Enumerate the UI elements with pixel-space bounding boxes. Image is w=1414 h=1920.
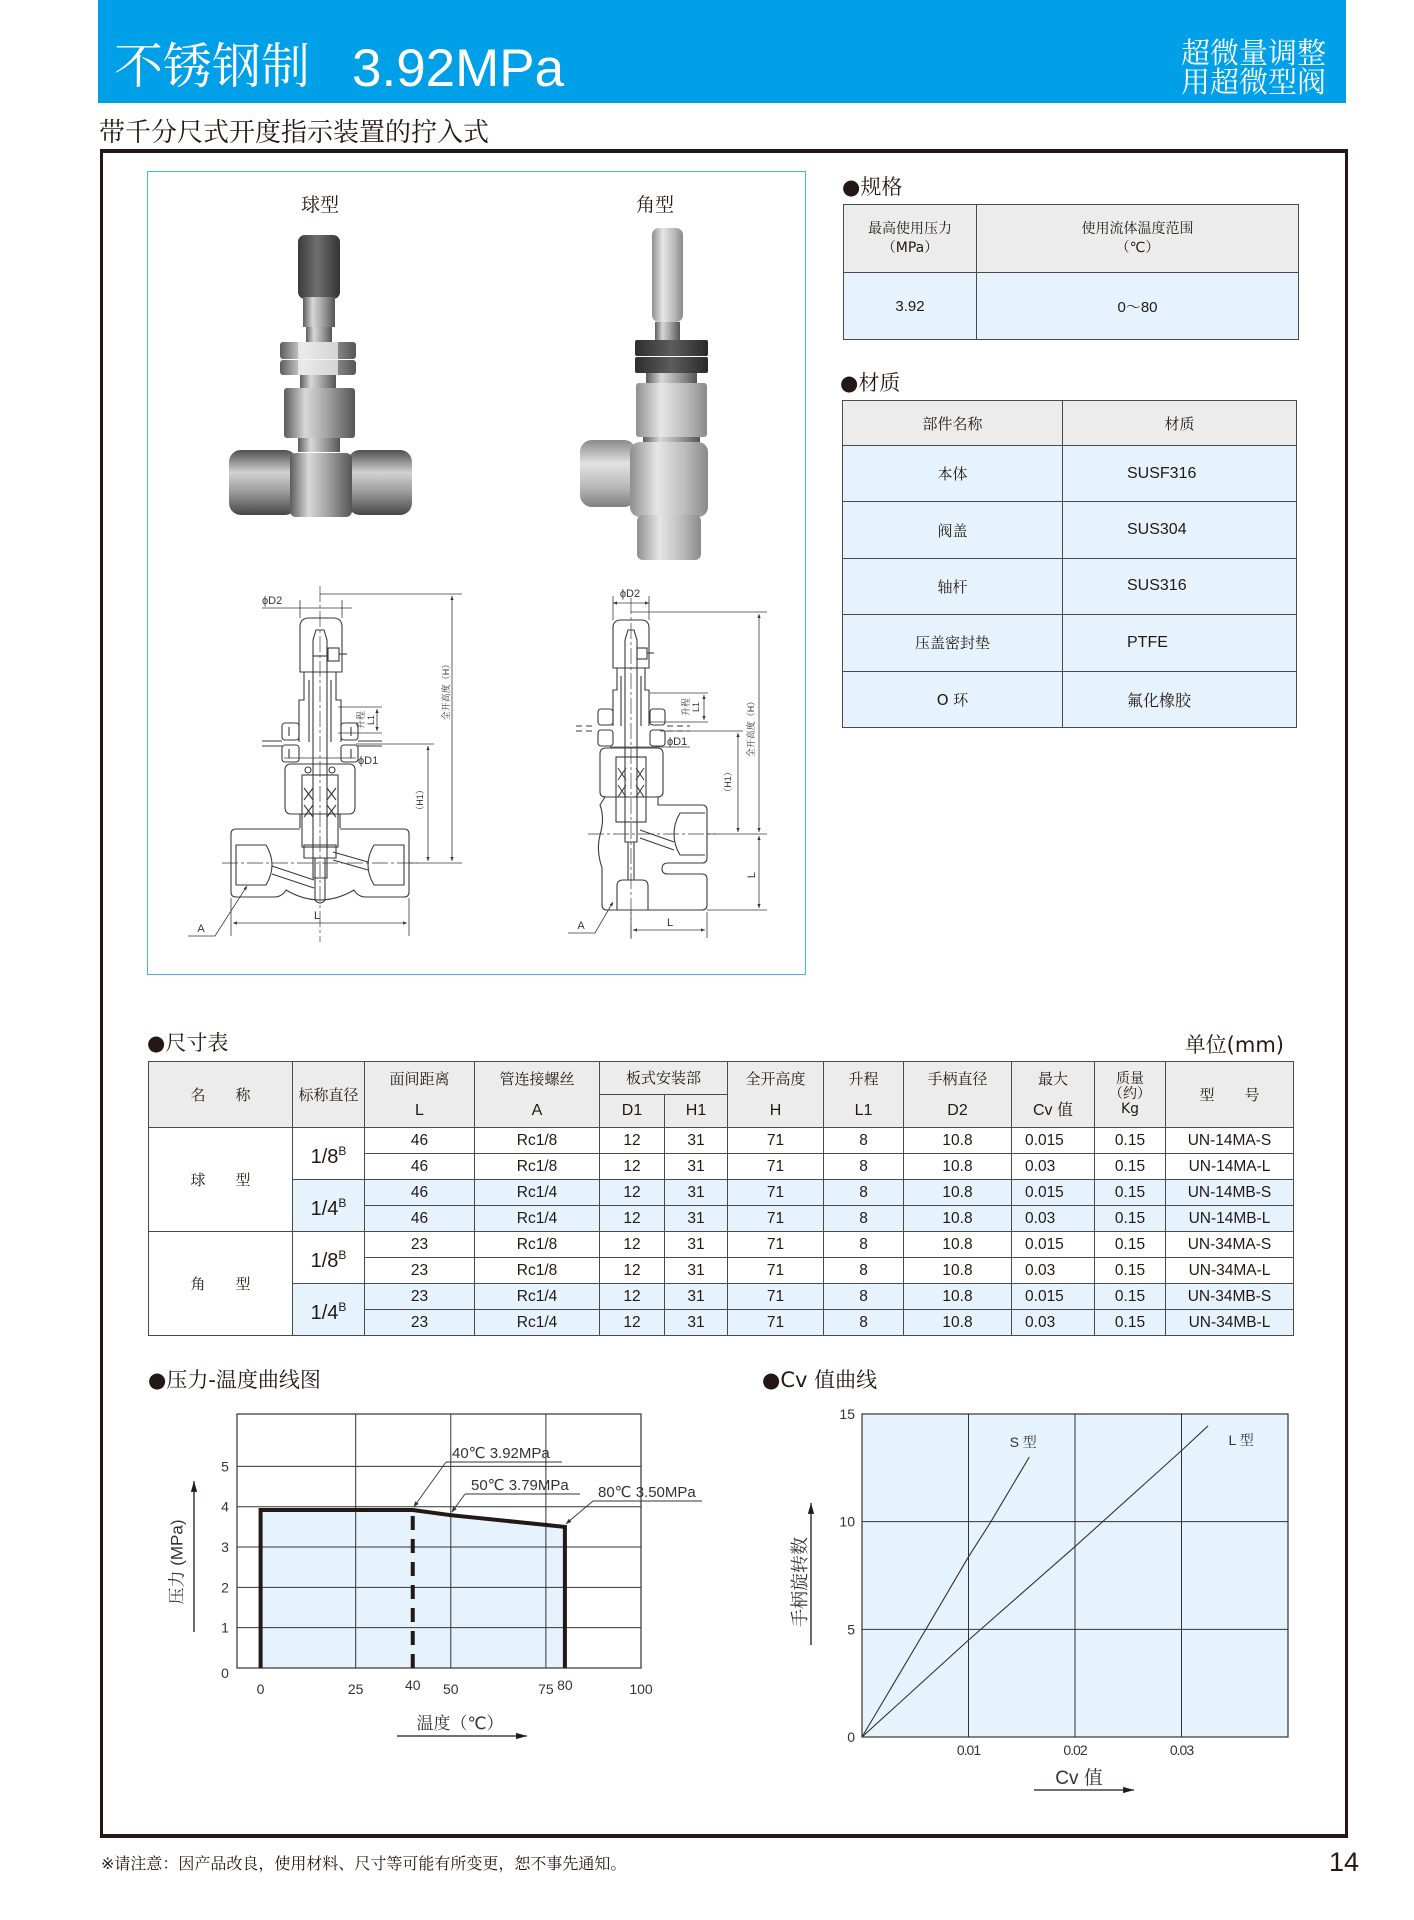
size-table-row (149, 1284, 1294, 1310)
dim-label-h1: （H1） (723, 767, 733, 797)
plot-layer (839, 1406, 1288, 1758)
size-table-part (149, 1062, 1294, 1128)
header-text: 升程 (848, 1069, 879, 1088)
globe-valve-photo-part (306, 327, 332, 342)
size-table-body (149, 1128, 1294, 1336)
cell-model: UN-14MA-S (1166, 1128, 1294, 1154)
cell-h1: 31 (665, 1180, 728, 1206)
x-tick-label: 40 (404, 1677, 421, 1693)
cell-max-cv: 0.03 (1012, 1206, 1095, 1232)
header-symbol: H (769, 1101, 782, 1119)
header-text: 管连接螺丝 (499, 1069, 575, 1088)
globe-valve-section-drawing-part (329, 767, 335, 773)
angle-valve-photo-part (635, 357, 708, 373)
cell-max-cv: 0.015 (1012, 1232, 1095, 1258)
cell-full-open-height: 71 (728, 1180, 824, 1206)
cell-max-cv: 0.015 (1012, 1284, 1095, 1310)
cell-handle-diameter: 10.8 (904, 1310, 1012, 1336)
cell-face-to-face: 46 (365, 1206, 475, 1232)
annotation-leader (414, 1462, 446, 1507)
angle-valve-section-drawing-part (600, 748, 663, 797)
annotation-label: 40℃ 3.92MPa (452, 1445, 550, 1462)
cell-handle-diameter: 10.8 (904, 1206, 1012, 1232)
dim-label-l: L (666, 917, 674, 929)
cell-face-to-face: 23 (365, 1258, 475, 1284)
pressure-temperature-heading: ●压力-温度曲线图 (148, 1368, 321, 1392)
cell-handle-diameter: 10.8 (904, 1154, 1012, 1180)
header-full-open-height-part (728, 1063, 823, 1127)
globe-valve-section-drawing-part (282, 723, 299, 740)
header-symbol: Cv 值 (1033, 1101, 1074, 1119)
nominal-size: 1/4 (310, 1301, 339, 1324)
header-text: 全开高度 (745, 1069, 806, 1088)
cell-pipe-thread: Rc1/4 (475, 1284, 600, 1310)
cell-handle-diameter: 10.8 (904, 1232, 1012, 1258)
globe-valve-photo-part (348, 450, 412, 515)
nominal-size: 1/8 (310, 1145, 339, 1168)
plot-layer (221, 1414, 702, 1697)
specs-header-row (844, 205, 1299, 273)
material-value: PTFE (1063, 615, 1297, 671)
series-label: L 型 (1228, 1431, 1254, 1448)
materials-row (843, 502, 1297, 558)
globe-valve-section-drawing-part (282, 745, 299, 762)
temperature-range-value: 0〜80 (977, 273, 1299, 340)
part-name: O 环 (843, 671, 1063, 727)
cell-face-to-face: 46 (365, 1154, 475, 1180)
cell-h1: 31 (665, 1232, 728, 1258)
x-tick-label: 100 (629, 1681, 653, 1697)
dim-label-d1: ϕD1 (358, 755, 379, 767)
angle-valve-photo-part (630, 442, 708, 517)
cell-lift: 8 (824, 1310, 904, 1336)
cell-d1: 12 (600, 1180, 665, 1206)
angle-dimension-labels (577, 588, 758, 932)
specs-header-temperature (977, 205, 1299, 273)
globe-valve-section-drawing-part (305, 767, 311, 773)
nominal-diameter-cell (293, 1284, 365, 1336)
cell-full-open-height: 71 (728, 1258, 824, 1284)
dim-label-l: L (313, 910, 321, 922)
angle-valve-section-drawing (576, 598, 716, 942)
dim-label-l1: L1 (366, 714, 376, 726)
y-tick-label: 15 (839, 1406, 855, 1422)
materials-row (843, 615, 1297, 671)
cell-model: UN-14MB-L (1166, 1206, 1294, 1232)
globe-valve-section-drawing-part (328, 648, 339, 661)
category-label (1180, 36, 1326, 99)
materials-row (843, 446, 1297, 502)
globe-valve-section-drawing-part (300, 618, 342, 672)
y-tick-label: 5 (847, 1621, 855, 1638)
globe-valve-section-drawing-part (236, 845, 272, 885)
cell-full-open-height: 71 (728, 1232, 824, 1258)
cell-h1: 31 (665, 1284, 728, 1310)
angle-type-label: 角型 (635, 194, 674, 216)
specs-header-unit: （℃） (1115, 239, 1160, 256)
cell-d1: 12 (600, 1232, 665, 1258)
cell-mass: 0.15 (1095, 1180, 1166, 1206)
angle-valve-photo-part (655, 322, 680, 340)
cell-lift: 8 (824, 1284, 904, 1310)
size-table-heading: ●尺寸表 (147, 1031, 229, 1055)
globe-valve-photo-part (284, 388, 355, 438)
y-tick-label: 2 (221, 1579, 229, 1596)
angle-valve-photo-part (580, 440, 636, 507)
y-tick-label: 0 (221, 1665, 229, 1681)
header-nominal-diameter: 标称直径 (293, 1062, 365, 1128)
y-tick-label: 0 (847, 1729, 855, 1745)
cell-h1: 31 (665, 1258, 728, 1284)
angle-valve-photo-part (652, 228, 683, 322)
size-header-row (149, 1062, 1294, 1095)
header-symbol: A (531, 1101, 543, 1119)
material-value: 氟化橡胶 (1063, 671, 1297, 727)
dim-label-l1: L1 (691, 701, 701, 713)
page-subtitle: 带千分尺式开度指示装置的拧入式 (99, 118, 490, 148)
globe-valve-photo-part (290, 453, 352, 517)
cell-model: UN-34MB-S (1166, 1284, 1294, 1310)
header-symbol: L (415, 1101, 424, 1119)
cell-handle-diameter: 10.8 (904, 1180, 1012, 1206)
annotation-leader (566, 1501, 593, 1524)
angle-valve-photo-part (636, 383, 707, 437)
cell-face-to-face: 46 (365, 1128, 475, 1154)
cell-d1: 12 (600, 1284, 665, 1310)
cell-full-open-height: 71 (728, 1154, 824, 1180)
part-name: 压盖密封垫 (843, 615, 1063, 671)
angle-valve-section-drawing-part (637, 648, 647, 659)
specs-table (843, 204, 1299, 340)
y-tick-label: 4 (221, 1498, 229, 1515)
x-tick-label: 0.03 (1169, 1742, 1194, 1758)
category-line-1: 超微量调整 (1180, 36, 1326, 70)
header-panel-mount: 板式安装部 (600, 1062, 728, 1095)
y-tick-label: 1 (221, 1619, 229, 1636)
cell-face-to-face: 46 (365, 1180, 475, 1206)
cell-model: UN-34MB-L (1166, 1310, 1294, 1336)
header-text: （约） (1109, 1086, 1152, 1102)
x-axis-title: Cv 值 (1055, 1768, 1103, 1789)
x-tick-label: 0.02 (1063, 1742, 1087, 1758)
cv-curve-chart (760, 1395, 1320, 1805)
dim-label-full-height: 全开高度（H） (441, 659, 451, 721)
nominal-diameter-cell (293, 1180, 365, 1232)
cell-mass: 0.15 (1095, 1232, 1166, 1258)
header-mass (1095, 1062, 1166, 1128)
specs-header-label: 最高使用压力 (868, 220, 952, 237)
nominal-diameter-cell (293, 1232, 365, 1284)
cell-model: UN-34MA-L (1166, 1258, 1294, 1284)
header-symbol: L1 (854, 1101, 873, 1119)
nominal-size-suffix: B (338, 1247, 347, 1262)
cell-mass: 0.15 (1095, 1206, 1166, 1232)
cell-lift: 8 (824, 1258, 904, 1284)
globe-valve-photo-part (298, 438, 340, 452)
header-lift-part (824, 1063, 903, 1127)
annotation-label: 50℃ 3.79MPa (471, 1477, 569, 1494)
dim-label-a: A (577, 920, 585, 932)
globe-type-label: 球型 (300, 194, 339, 216)
cell-lift: 8 (824, 1180, 904, 1206)
specs-header-unit: （MPa） (881, 239, 939, 256)
header-symbol: Kg (1120, 1101, 1140, 1117)
cell-max-cv: 0.03 (1012, 1310, 1095, 1336)
x-tick-label: 75 (538, 1681, 554, 1697)
angle-valve-photo (580, 228, 708, 560)
cell-mass: 0.15 (1095, 1258, 1166, 1284)
part-name: 本体 (843, 446, 1063, 502)
cv-curve-heading: ●Cv 值曲线 (762, 1368, 878, 1392)
cell-handle-diameter: 10.8 (904, 1284, 1012, 1310)
valve-type-cell: 球 型 (149, 1128, 293, 1232)
cell-max-cv: 0.03 (1012, 1154, 1095, 1180)
header-d1: D1 (600, 1095, 665, 1128)
cell-h1: 31 (665, 1128, 728, 1154)
header-text: 手柄直径 (927, 1069, 988, 1088)
annotation-leader (452, 1494, 465, 1512)
header-h1: H1 (665, 1095, 728, 1128)
specs-header-label: 使用流体温度范围 (1081, 220, 1194, 237)
angle-valve-section-drawing-part (598, 709, 613, 725)
header-lift (824, 1062, 904, 1128)
dim-label-l-vertical: L (746, 871, 758, 879)
angle-dimension-lines (568, 596, 767, 938)
cell-mass: 0.15 (1095, 1154, 1166, 1180)
specs-header-max-pressure (844, 205, 977, 273)
cell-d1: 12 (600, 1154, 665, 1180)
pressure-temperature-chart (140, 1395, 720, 1750)
header-handle-diameter-part (904, 1063, 1011, 1127)
cell-d1: 12 (600, 1258, 665, 1284)
materials-row (843, 558, 1297, 614)
globe-valve-photo (229, 235, 412, 517)
header-text: 最大 (1038, 1069, 1069, 1088)
y-tick-label: 3 (221, 1539, 229, 1556)
globe-valve-photo-part (303, 297, 335, 327)
angle-valve-section-drawing-part (650, 709, 665, 725)
y-tick-label: 5 (221, 1458, 229, 1475)
cell-d1: 12 (600, 1128, 665, 1154)
cell-pipe-thread: Rc1/8 (475, 1232, 600, 1258)
valve-figures (147, 171, 806, 975)
cell-max-cv: 0.015 (1012, 1180, 1095, 1206)
x-tick-label: 80 (557, 1677, 573, 1693)
dim-label-a: A (197, 923, 205, 935)
part-name: 轴杆 (843, 558, 1063, 614)
angle-valve-section-drawing-part (640, 830, 674, 850)
size-table-row (149, 1128, 1294, 1154)
angle-valve-section-drawing-part (598, 797, 707, 910)
specs-value-row (844, 273, 1299, 340)
part-name: 阀盖 (843, 502, 1063, 558)
materials-row (843, 671, 1297, 727)
angle-valve-section-drawing-part (598, 730, 613, 746)
header-max-cv-part (1012, 1063, 1094, 1127)
dim-label-lift: 升程 (681, 697, 691, 717)
header-mass-part (1095, 1072, 1165, 1117)
size-table-row (149, 1180, 1294, 1206)
header-handle-diameter (904, 1062, 1012, 1128)
nominal-size-suffix: B (338, 1143, 347, 1158)
cell-mass: 0.15 (1095, 1128, 1166, 1154)
x-axis-title: 温度（℃） (416, 1714, 504, 1733)
header-model: 型 号 (1166, 1062, 1294, 1128)
annotation-label: 80℃ 3.50MPa (598, 1484, 696, 1501)
dim-label-d2: ϕD2 (619, 588, 641, 600)
x-tick-label: 0 (256, 1681, 265, 1697)
dim-label-h1: （H1） (415, 785, 425, 815)
y-axis-title: 手柄旋转数 (790, 1537, 810, 1627)
angle-valve-section-drawing-part (617, 880, 648, 910)
x-tick-label: 0.01 (956, 1742, 981, 1758)
header-face-to-face (365, 1062, 475, 1128)
materials-table-part (843, 401, 1297, 728)
cell-model: UN-14MA-L (1166, 1154, 1294, 1180)
nominal-size-suffix: B (338, 1195, 347, 1210)
materials-heading: ●材质 (840, 371, 901, 395)
cell-model: UN-34MA-S (1166, 1232, 1294, 1258)
cell-full-open-height: 71 (728, 1206, 824, 1232)
nominal-size: 1/4 (310, 1197, 339, 1220)
cell-max-cv: 0.015 (1012, 1128, 1095, 1154)
size-table (148, 1061, 1294, 1336)
cell-pipe-thread: Rc1/8 (475, 1128, 600, 1154)
cell-face-to-face: 23 (365, 1232, 475, 1258)
globe-valve-section-drawing-part (262, 741, 382, 746)
cell-full-open-height: 71 (728, 1310, 824, 1336)
globe-valve-photo-part (298, 235, 340, 299)
material-value: SUS304 (1063, 502, 1297, 558)
globe-dimension-labels (197, 595, 451, 935)
series-label: S 型 (1009, 1434, 1037, 1451)
cell-h1: 31 (665, 1154, 728, 1180)
header-text: 质量 (1116, 1071, 1145, 1087)
cell-pipe-thread: Rc1/8 (475, 1154, 600, 1180)
category-line-2: 用超微型阀 (1180, 64, 1326, 99)
globe-valve-photo-part (229, 450, 297, 515)
globe-valve-photo-part (300, 375, 336, 388)
cell-h1: 31 (665, 1206, 728, 1232)
cell-full-open-height: 71 (728, 1284, 824, 1310)
materials-header-part: 部件名称 (843, 401, 1063, 446)
cell-lift: 8 (824, 1154, 904, 1180)
cell-d1: 12 (600, 1206, 665, 1232)
header-name: 名 称 (149, 1062, 293, 1128)
angle-valve-photo-part (637, 515, 701, 560)
unit-label: 单位(mm) (1184, 1033, 1284, 1057)
cell-lift: 8 (824, 1128, 904, 1154)
cell-handle-diameter: 10.8 (904, 1128, 1012, 1154)
specs-table-part (844, 205, 1299, 340)
dim-label-lift: 升程 (356, 710, 366, 730)
header-full-open-height (728, 1062, 824, 1128)
x-tick-label: 50 (443, 1681, 459, 1697)
cell-max-cv: 0.03 (1012, 1258, 1095, 1284)
cell-pipe-thread: Rc1/4 (475, 1310, 600, 1336)
header-face-to-face-part (365, 1063, 474, 1127)
material-value: SUSF316 (1063, 446, 1297, 502)
nominal-size-suffix: B (338, 1299, 347, 1314)
pressure-rating: 3.92MPa (352, 39, 565, 98)
nominal-diameter-cell (293, 1128, 365, 1180)
page-title: 不锈钢制 (114, 38, 311, 95)
angle-dimension-lines-part (568, 902, 613, 933)
cell-pipe-thread: Rc1/4 (475, 1206, 600, 1232)
cell-lift: 8 (824, 1206, 904, 1232)
page-number: 14 (1329, 1847, 1360, 1877)
materials-header-row (843, 401, 1297, 446)
globe-valve-section-drawing-part (341, 745, 358, 762)
cell-face-to-face: 23 (365, 1284, 475, 1310)
header-max-cv (1012, 1062, 1095, 1128)
footer-note: ※请注意：因产品改良，使用材料、尺寸等可能有所变更，恕不事先通知。 (101, 1854, 627, 1873)
cell-h1: 31 (665, 1310, 728, 1336)
header-text: 面间距离 (389, 1069, 450, 1088)
materials-table (842, 400, 1297, 728)
max-pressure-value: 3.92 (844, 273, 977, 340)
dim-label-d1: ϕD1 (667, 736, 688, 748)
nominal-size: 1/8 (310, 1249, 339, 1272)
cell-handle-diameter: 10.8 (904, 1258, 1012, 1284)
header-symbol: D2 (947, 1101, 968, 1119)
cell-model: UN-14MB-S (1166, 1180, 1294, 1206)
angle-valve-section-drawing-part (650, 730, 665, 746)
cell-lift: 8 (824, 1232, 904, 1258)
header-pipe-thread-part (475, 1063, 599, 1127)
header-pipe-thread (475, 1062, 600, 1128)
angle-valve-section-drawing-part (576, 726, 690, 731)
dim-label-full-height: 全开高度（H） (746, 696, 756, 758)
y-tick-label: 10 (839, 1513, 855, 1530)
y-axis-title: 压力 (MPa) (167, 1519, 187, 1605)
cell-pipe-thread: Rc1/4 (475, 1180, 600, 1206)
size-table-row (149, 1232, 1294, 1258)
cell-full-open-height: 71 (728, 1128, 824, 1154)
cell-face-to-face: 23 (365, 1310, 475, 1336)
globe-valve-photo-part (298, 342, 338, 375)
dim-label-d2: ϕD2 (262, 595, 283, 607)
cell-pipe-thread: Rc1/8 (475, 1258, 600, 1284)
angle-valve-photo-part (635, 340, 708, 356)
cell-d1: 12 (600, 1310, 665, 1336)
angle-valve-photo-part (646, 373, 697, 383)
globe-valve-section-drawing-part (368, 845, 404, 885)
specs-heading: ●规格 (842, 175, 903, 199)
x-tick-label: 25 (347, 1681, 364, 1697)
valve-type-cell: 角 型 (149, 1232, 293, 1336)
cell-mass: 0.15 (1095, 1310, 1166, 1336)
globe-valve-section-drawing (222, 586, 418, 942)
materials-header-material: 材质 (1063, 401, 1297, 446)
material-value: SUS316 (1063, 558, 1297, 614)
cell-mass: 0.15 (1095, 1284, 1166, 1310)
